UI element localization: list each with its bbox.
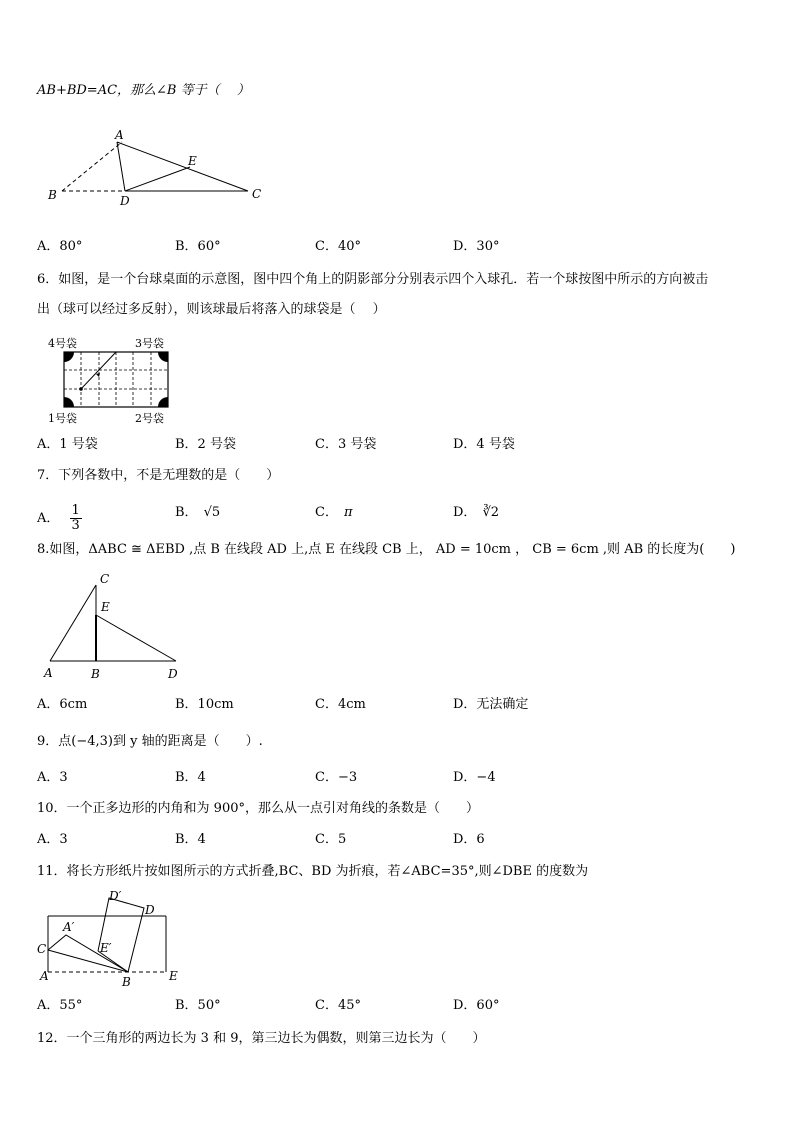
q10-options [37, 831, 737, 849]
sqrt5-value: √5 [203, 505, 221, 520]
ac-line [117, 142, 248, 191]
ed-line [96, 615, 176, 661]
pocket-3-icon [158, 352, 168, 362]
pocket-4-icon [64, 352, 74, 362]
option-c[interactable]: C．4cm [315, 697, 366, 712]
pocket-2-icon [158, 397, 168, 407]
ac-line [50, 585, 96, 661]
label-E-prime: E′ [100, 941, 112, 955]
option-a[interactable]: A．80° [37, 239, 83, 254]
pocket-1-icon [64, 397, 74, 407]
label-B: B [48, 188, 57, 202]
fraction-numerator: 1 [71, 503, 80, 518]
de-line [125, 167, 190, 191]
option-d[interactable]: D．4 号袋 [453, 437, 515, 452]
crease-bc [48, 950, 128, 972]
pocket-1-label: 1号袋 [48, 412, 77, 425]
q5-stem: AB+BD=AC，那么∠B 等于（ ） [37, 83, 250, 98]
option-b[interactable]: B．10cm [175, 697, 234, 712]
option-d[interactable]: D．−4 [453, 770, 496, 785]
q8-figure [40, 568, 190, 686]
label-C: C [252, 187, 262, 201]
q5-figure [40, 125, 270, 210]
cbrt2-value: ∛2 [482, 505, 499, 520]
option-c[interactable]: C．45° [315, 998, 361, 1013]
option-a[interactable]: A．6cm [37, 697, 88, 712]
option-b[interactable]: B．50° [175, 998, 221, 1013]
label-A-prime: A′ [63, 920, 75, 934]
option-d[interactable]: D．30° [453, 239, 500, 254]
option-c-prefix: C． [315, 505, 338, 520]
q6-billiard-figure [44, 334, 179, 426]
option-d[interactable]: D．6 [453, 832, 485, 847]
q6-stem-line1: 6．如图，是一个台球桌面的示意图，图中四个角上的阴影部分分别表示四个入球孔．若一个球按图中所示的方向被击 [37, 272, 709, 287]
q11-options [37, 997, 737, 1015]
label-E: E [101, 600, 110, 614]
q10-stem: 10．一个正多边形的内角和为 900°，那么从一点引对角线的条数是（ ） [37, 801, 479, 816]
option-d-prefix: D． [453, 505, 477, 520]
option-b[interactable]: B．4 [175, 770, 206, 785]
option-c[interactable] [315, 504, 353, 522]
option-c[interactable]: C．5 [315, 832, 347, 847]
ball-path [81, 352, 116, 389]
option-b-prefix: B． [175, 505, 198, 520]
folded-flap-right [98, 898, 144, 972]
label-A: A [115, 128, 124, 142]
option-b[interactable]: B．60° [175, 239, 221, 254]
pocket-2-label: 2号袋 [135, 412, 164, 425]
ad-line [117, 142, 125, 191]
pocket-3-label: 3号袋 [135, 337, 164, 350]
option-c[interactable]: C．3 号袋 [315, 437, 377, 452]
q9-stem: 9．点(−4,3)到 y 轴的距离是（ ）. [37, 734, 263, 749]
option-d[interactable] [453, 504, 499, 522]
option-b[interactable]: B．2 号袋 [175, 437, 236, 452]
table-grid [64, 352, 168, 407]
label-E: E [188, 154, 197, 168]
pi-value: π [343, 505, 353, 520]
q5-options [37, 238, 737, 256]
ab-dashed-line [62, 142, 122, 191]
q7-stem: 7．下列各数中，不是无理数的是（ ） [37, 468, 280, 483]
direction-arrow-icon [96, 373, 100, 377]
option-a[interactable]: A．3 [37, 832, 68, 847]
fraction-one-third [70, 504, 82, 533]
label-C: C [37, 942, 47, 956]
option-b[interactable] [175, 504, 220, 522]
q7-options [37, 494, 737, 533]
q8-options [37, 696, 737, 714]
label-D: D [168, 667, 178, 681]
option-c[interactable]: C．−3 [315, 770, 358, 785]
option-a[interactable]: A．3 [37, 770, 68, 785]
q11-stem: 11．将长方形纸片按如图所示的方式折叠,BC、BD 为折痕，若∠ABC=35°,则∠DBE 的度数为 [37, 864, 589, 879]
label-A: A [44, 666, 53, 680]
q6-stem-line2: 出（球可以经过多反射），则该球最后将落入的球袋是（ ） [37, 302, 386, 317]
pocket-4-label: 4号袋 [48, 337, 77, 350]
fraction-denominator: 3 [71, 518, 80, 533]
label-E: E [169, 969, 178, 983]
option-a[interactable]: A．55° [37, 998, 83, 1013]
q9-options [37, 769, 737, 787]
option-d[interactable]: D．无法确定 [453, 697, 529, 712]
q12-stem: 12．一个三角形的两边长为 3 和 9，第三边长为偶数，则第三边长为（ ） [37, 1031, 486, 1046]
option-d[interactable]: D．60° [453, 998, 500, 1013]
q8-stem: 8.如图，ΔABC ≅ ΔEBD ,点 B 在线段 AD 上,点 E 在线段 CB 上， AD = 10cm ， CB = 6cm ,则 AB 的长度为( ) [37, 542, 736, 557]
label-D-prime: D′ [109, 889, 122, 903]
q11-folding-figure [34, 886, 184, 991]
label-B: B [91, 667, 100, 681]
option-a[interactable]: A．1 号袋 [37, 437, 98, 452]
option-b[interactable]: B．4 [175, 832, 206, 847]
label-C: C [100, 572, 110, 586]
label-A: A [40, 969, 49, 983]
ball-icon [79, 387, 83, 391]
label-B: B [122, 975, 131, 989]
label-D: D [145, 903, 155, 917]
option-a[interactable] [37, 504, 82, 533]
q6-options [37, 436, 737, 454]
label-D: D [120, 194, 130, 208]
option-c[interactable]: C．40° [315, 239, 361, 254]
option-a-prefix: A． [37, 511, 60, 526]
